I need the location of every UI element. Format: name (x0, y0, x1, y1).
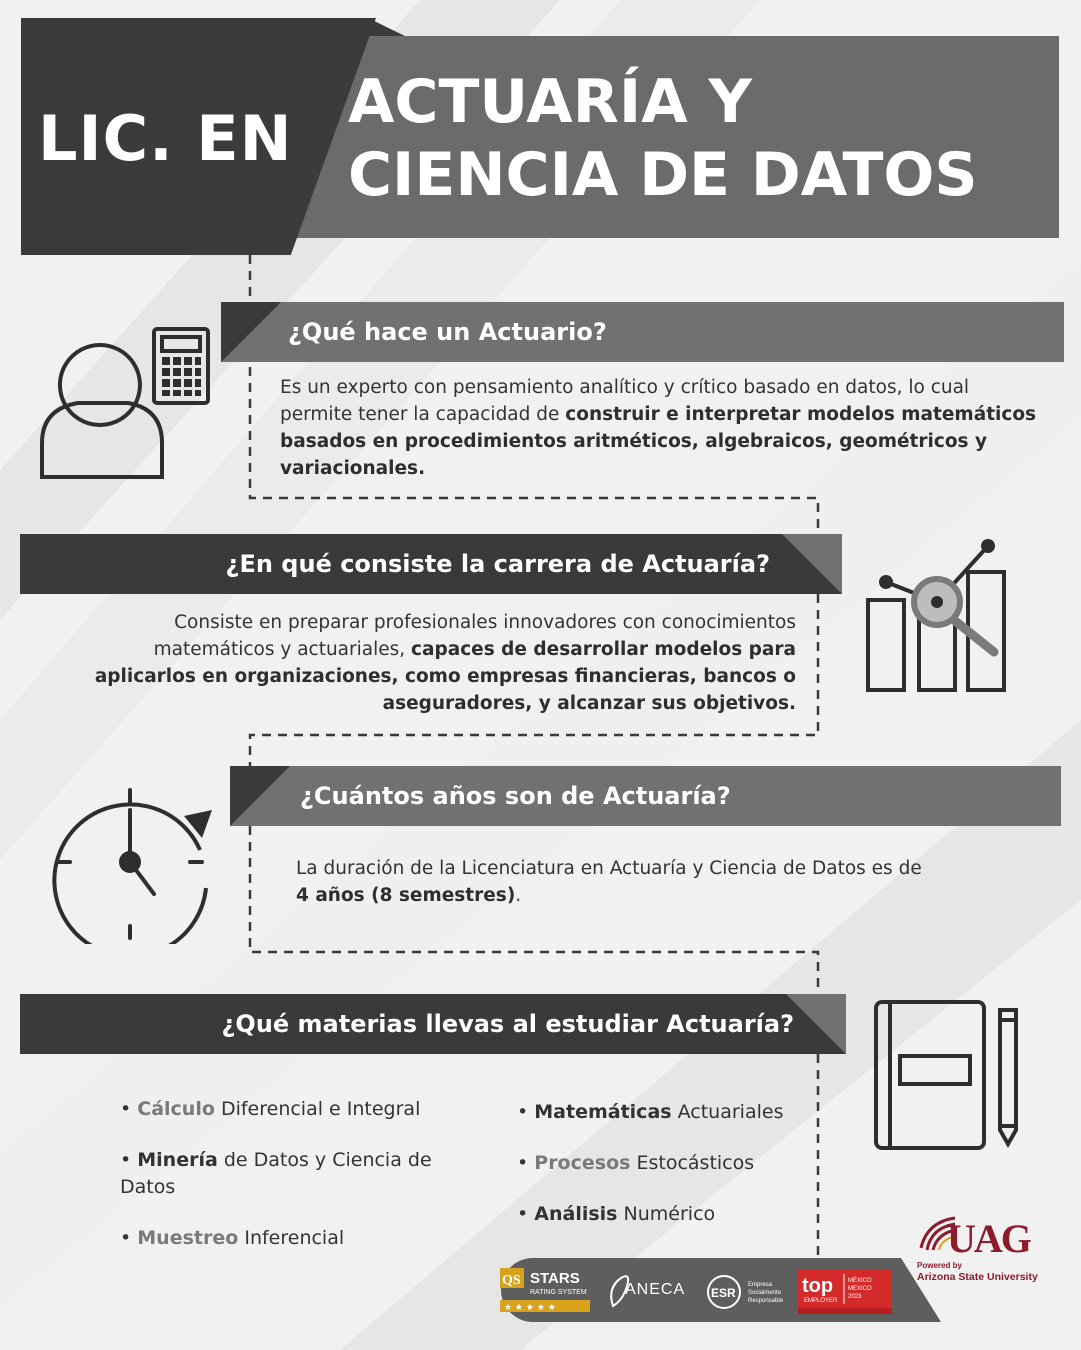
section-heading: ¿En qué consiste la carrera de Actuaría? (225, 550, 770, 578)
qs-stars-logo (500, 1266, 600, 1316)
text-bold: capaces de desarrollar modelos para aplicarlos en organizaciones, como empresas financieras, bancos o aseguradores, y alcanzar sus objetivos. (94, 639, 796, 714)
subject-keyword: Análisis (534, 1203, 618, 1225)
subject-keyword: Procesos (534, 1152, 631, 1174)
subject-keyword: Matemáticas (534, 1101, 672, 1123)
svg-text:MEXICO: MEXICO (848, 1286, 872, 1292)
header-corner (782, 534, 842, 594)
header-corner (221, 302, 281, 362)
subject-rest: Actuariales (671, 1101, 784, 1123)
text-plain: Consiste en preparar profesionales innovadores con conocimientos matemáticos y actuariales, (153, 612, 796, 660)
section-header-materias (20, 994, 846, 1054)
notebook-pencil-icon (870, 996, 1022, 1152)
subject-rest: Inferencial (238, 1227, 345, 1249)
subject-rest: Diferencial e Integral (214, 1098, 421, 1120)
subject-rest: de Datos y Ciencia de Datos (120, 1149, 432, 1198)
bullet: • (517, 1152, 529, 1174)
title-line-2: CIENCIA DE DATOS (348, 140, 978, 210)
text-plain: Es un experto con pensamiento analítico y crítico basado en datos, lo cual permite tener la capacidad de (280, 377, 970, 425)
clock-icon (50, 780, 220, 944)
text-end: . (515, 885, 522, 906)
person-calculator-icon (38, 325, 218, 483)
section-header-actuario (221, 302, 1064, 362)
title-line-1: ACTUARÍA Y (348, 67, 753, 137)
section-text-anos (296, 855, 996, 909)
svg-text:RATING SYSTEM: RATING SYSTEM (530, 1289, 587, 1296)
svg-text:ANECA: ANECA (625, 1281, 686, 1298)
subject-procesos (517, 1150, 807, 1177)
subject-analisis (517, 1201, 807, 1228)
svg-text:QS: QS (502, 1273, 521, 1288)
subject-matematicas (517, 1099, 807, 1126)
svg-text:EMPLOYER: EMPLOYER (804, 1298, 838, 1304)
bullet: • (120, 1227, 132, 1249)
header-corner (230, 766, 290, 826)
section-header-carrera (20, 534, 842, 594)
svg-text:top: top (802, 1275, 834, 1297)
section-text-carrera (80, 609, 796, 717)
subject-muestreo (120, 1225, 450, 1252)
bar-chart-magnifier-icon (862, 538, 1012, 696)
svg-text:★ ★ ★ ★ ★: ★ ★ ★ ★ ★ (504, 1303, 556, 1313)
svg-text:UAG: UAG (947, 1216, 1030, 1261)
svg-text:Arizona State University: Arizona State University (917, 1271, 1038, 1283)
section-text-actuario (280, 374, 1040, 482)
svg-text:2023: 2023 (848, 1294, 862, 1300)
subject-mineria (120, 1147, 440, 1201)
subject-calculo (120, 1096, 450, 1123)
top-employer-logo (798, 1270, 894, 1316)
svg-text:Responsable: Responsable (748, 1298, 784, 1304)
header-corner (786, 994, 846, 1054)
bullet: • (120, 1149, 132, 1171)
section-header-anos (230, 766, 1061, 826)
esr-logo (706, 1272, 794, 1312)
text-bold: construir e interpretar modelos matemáticos basados en procedimientos aritméticos, algebraicos, geométricos y variacionales. (280, 404, 1037, 479)
uag-logo (917, 1212, 1062, 1287)
aneca-logo (605, 1266, 700, 1314)
section-heading: ¿Qué hace un Actuario? (288, 318, 607, 346)
title-dark-tip (360, 18, 420, 38)
bullet: • (517, 1203, 529, 1225)
section-heading: ¿Qué materias llevas al estudiar Actuaría? (221, 1010, 794, 1038)
svg-text:Socialmente: Socialmente (748, 1290, 782, 1296)
bullet: • (517, 1101, 529, 1123)
svg-text:ESR: ESR (711, 1286, 736, 1300)
page-title (348, 66, 978, 212)
subject-keyword: Cálculo (137, 1098, 215, 1120)
svg-text:MÉXICO: MÉXICO (848, 1278, 872, 1284)
svg-text:Empresa: Empresa (748, 1282, 773, 1288)
text-plain: La duración de la Licenciatura en Actuaría y Ciencia de Datos es de (296, 858, 922, 879)
title-prefix: LIC. EN (38, 102, 293, 175)
svg-text:STARS: STARS (530, 1270, 580, 1287)
bullet: • (120, 1098, 132, 1120)
section-heading: ¿Cuántos años son de Actuaría? (300, 782, 731, 810)
text-bold: 4 años (8 semestres) (296, 885, 516, 906)
subject-rest: Estocásticos (630, 1152, 755, 1174)
subject-keyword: Muestreo (137, 1227, 239, 1249)
subject-rest: Numérico (617, 1203, 716, 1225)
svg-text:Powered by: Powered by (917, 1261, 962, 1270)
subject-keyword: Minería (137, 1149, 218, 1171)
